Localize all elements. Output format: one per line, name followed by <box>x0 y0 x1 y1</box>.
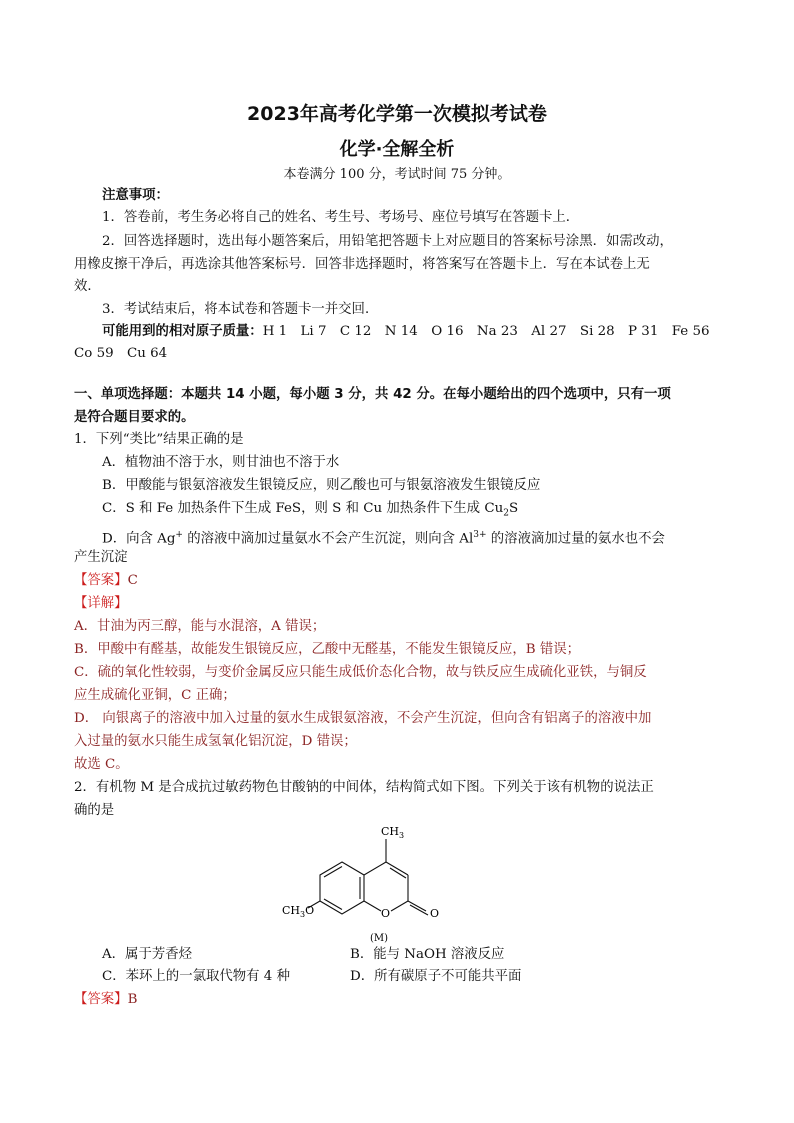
subscript: 2 <box>503 508 509 519</box>
explanation-line: B．甲酸中有醛基，故能发生银镜反应，乙酸中无醛基，不能发生银镜反应，B 错误； <box>74 642 580 657</box>
explanation-line: 应生成硫化亚铜，C 正确； <box>74 688 236 703</box>
q1-option-d-text: 的溶液滴加过量的氨水也不会 <box>486 531 665 547</box>
q1-option-d-text: 的溶液中滴加过量氨水不会产生沉淀，则向含 Al <box>182 531 474 547</box>
q1-answer <box>74 571 678 591</box>
answer-value: B <box>127 992 138 1007</box>
atomic-mass-line <box>102 322 710 342</box>
svg-text:CH3 <box>381 825 404 840</box>
answer-label: 【答案】 <box>74 992 128 1007</box>
explanation-line: C．硫的氧化性较弱，与变价金属反应只能生成低价态化合物，故与铁反应生成硫化亚铁，与铜反 <box>74 665 647 680</box>
q2-option-b: B．能与 NaOH 溶液反应 <box>350 947 505 962</box>
q1-option-c <box>102 499 678 524</box>
q1-option-b: B．甲酸能与银氨溶液发生银镜反应，则乙酸也可与银氨溶液发生银镜反应 <box>102 478 541 493</box>
subscript: 3 <box>300 910 306 919</box>
svg-text:CH3O <box>282 904 314 919</box>
section-heading-cont: 是符合题目要求的。 <box>74 410 195 425</box>
explanation-line: 入过量的氨水只能生成氢氧化铝沉淀，D 错误； <box>74 734 357 749</box>
superscript: 3+ <box>473 530 487 540</box>
q1-stem: 1．下列“类比”结果正确的是 <box>74 432 244 447</box>
molecule-label: (M) <box>370 933 389 944</box>
q2-stem: 2．有机物 M 是合成抗过敏药物色甘酸钠的中间体，结构简式如下图。下列关于该有机物的说法正 <box>74 780 654 795</box>
structure-diagram-m <box>280 815 470 950</box>
carbonyl-oxygen-label: O <box>430 907 440 920</box>
detail-label: 【详解】 <box>74 596 128 611</box>
notice-line: 用橡皮擦干净后，再选涂其他答案标号．回答非选择题时，将答案写在答题卡上．写在本试卷上无 <box>74 257 650 272</box>
q2-option-a: A．属于芳香烃 <box>102 947 193 962</box>
subscript: 3 <box>399 831 405 840</box>
answer-value: C <box>127 573 138 588</box>
notice-line: 3．考试结束后，将本试卷和答题卡一并交回． <box>102 302 379 317</box>
q1-option-c-text: C．S 和 Fe 加热条件下生成 FeS，则 S 和 Cu 加热条件下生成 Cu <box>102 501 504 516</box>
q1-option-d-cont: 产生沉淀 <box>74 550 128 565</box>
atomic-mass-label: 可能用到的相对原子质量： <box>102 324 263 339</box>
page-title: 2023年高考化学第一次模拟考试卷 <box>247 103 547 125</box>
q1-option-d <box>102 525 678 549</box>
q2-stem-cont: 确的是 <box>74 803 115 818</box>
q1-option-a: A．植物油不溶于水，则甘油也不溶于水 <box>102 455 340 470</box>
atomic-mass-values-cont: Co 59 Cu 64 <box>74 346 168 361</box>
notice-line: 效． <box>74 279 101 294</box>
atomic-mass-values: H 1 Li 7 C 12 N 14 O 16 Na 23 Al 27 Si 28 P 31 Fe 56 <box>262 324 710 339</box>
notice-line: 2．回答选择题时，选出每小题答案后，用铅笔把答题卡上对应题目的答案标号涂黑．如需改动， <box>102 234 673 249</box>
q2-option-c: C．苯环上的一氯取代物有 4 种 <box>102 969 290 984</box>
notice-heading: 注意事项： <box>102 188 169 203</box>
page-subtitle: 化学·全解全析 <box>339 139 455 160</box>
explanation-line: D． 向银离子的溶液中加入过量的氨水生成银氨溶液，不会产生沉淀，但向含有铝离子的溶液中加 <box>74 711 652 726</box>
chem-label: CH <box>381 825 400 838</box>
superscript: + <box>175 530 183 540</box>
ring-oxygen-label: O <box>381 907 391 920</box>
notice-line: 1．答卷前，考生务必将自己的姓名、考生号、考场号、座位号填写在答题卡上． <box>102 210 580 225</box>
q1-option-d-text: D．向含 Ag <box>102 531 176 547</box>
conclusion: 故选 C。 <box>74 757 129 772</box>
explanation-line: A．甘油为丙三醇，能与水混溶，A 错误； <box>74 619 326 634</box>
q1-option-c-end: S <box>508 501 519 516</box>
section-heading: 一、单项选择题：本题共 14 小题，每小题 3 分，共 42 分。在每小题给出的四个选项中，只有一项 <box>74 387 671 402</box>
chem-label: CH <box>282 904 301 917</box>
q2-option-d: D．所有碳原子不可能共平面 <box>350 969 522 984</box>
exam-info: 本卷满分 100 分，考试时间 75 分钟。 <box>283 167 511 182</box>
answer-label: 【答案】 <box>74 573 128 588</box>
q2-answer <box>74 990 678 1010</box>
chem-label: O <box>305 904 315 917</box>
